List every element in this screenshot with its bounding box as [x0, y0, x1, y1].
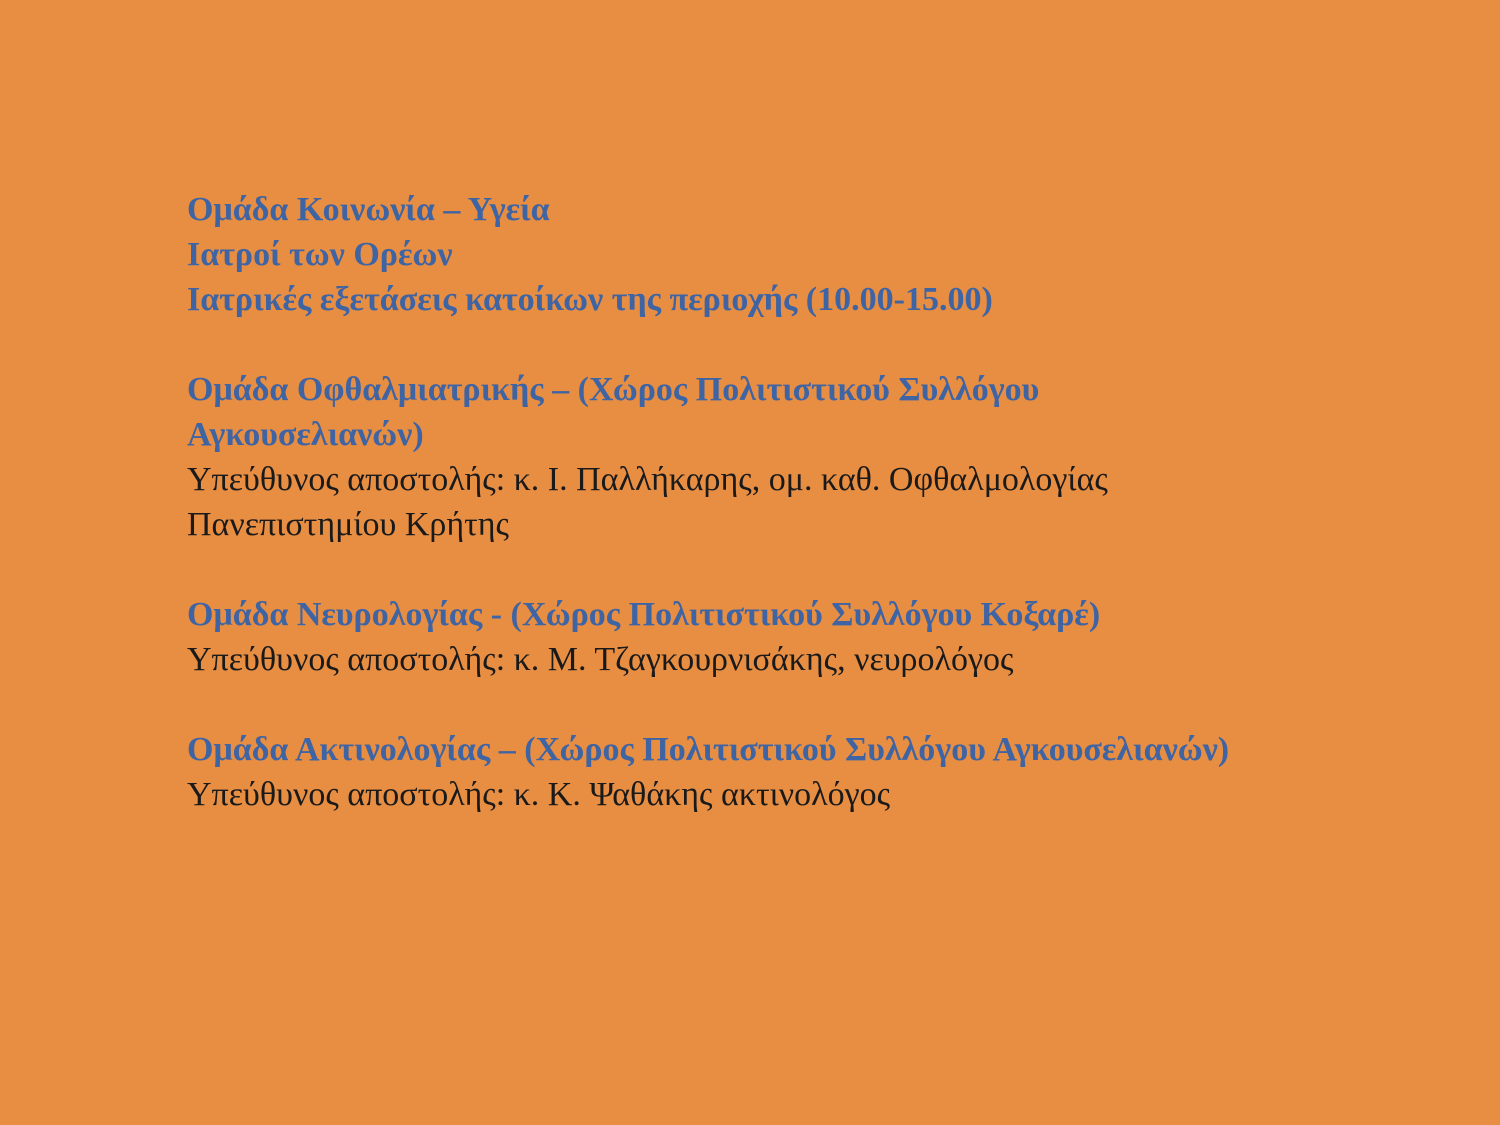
- section1-description: Ιατρικές εξετάσεις κατοίκων της περιοχής (10.00-15.00): [187, 281, 993, 318]
- section4-heading: Ομάδα Ακτινολογίας – (Χώρος Πολιτιστικού Συλλόγου Αγκουσελιανών): [187, 731, 1230, 768]
- section1-subtitle: Ιατροί των Ορέων: [187, 236, 453, 273]
- spacer: [187, 547, 1437, 592]
- section1-title: Ομάδα Κοινωνία – Υγεία: [187, 191, 550, 228]
- section3-heading: Ομάδα Νευρολογίας - (Χώρος Πολιτιστικού Συλλόγου Κοξαρέ): [187, 596, 1101, 633]
- section2-body-line1: Υπεύθυνος αποστολής: κ. Ι. Παλλήκαρης, ομ. καθ. Οφθαλμολογίας: [187, 461, 1108, 498]
- section4-body: Υπεύθυνος αποστολής: κ. Κ. Ψαθάκης ακτινολόγος: [187, 776, 891, 813]
- slide-content: [187, 187, 1437, 817]
- spacer: [187, 682, 1437, 727]
- section2-heading-line1: Ομάδα Οφθαλμιατρικής – (Χώρος Πολιτιστικού Συλλόγου: [187, 371, 1040, 408]
- section2-heading-line2: Αγκουσελιανών): [187, 416, 424, 453]
- section2-body-line2: Πανεπιστημίου Κρήτης: [187, 506, 510, 543]
- section3-body: Υπεύθυνος αποστολής: κ. Μ. Τζαγκουρνισάκης, νευρολόγος: [187, 641, 1014, 678]
- spacer: [187, 322, 1437, 367]
